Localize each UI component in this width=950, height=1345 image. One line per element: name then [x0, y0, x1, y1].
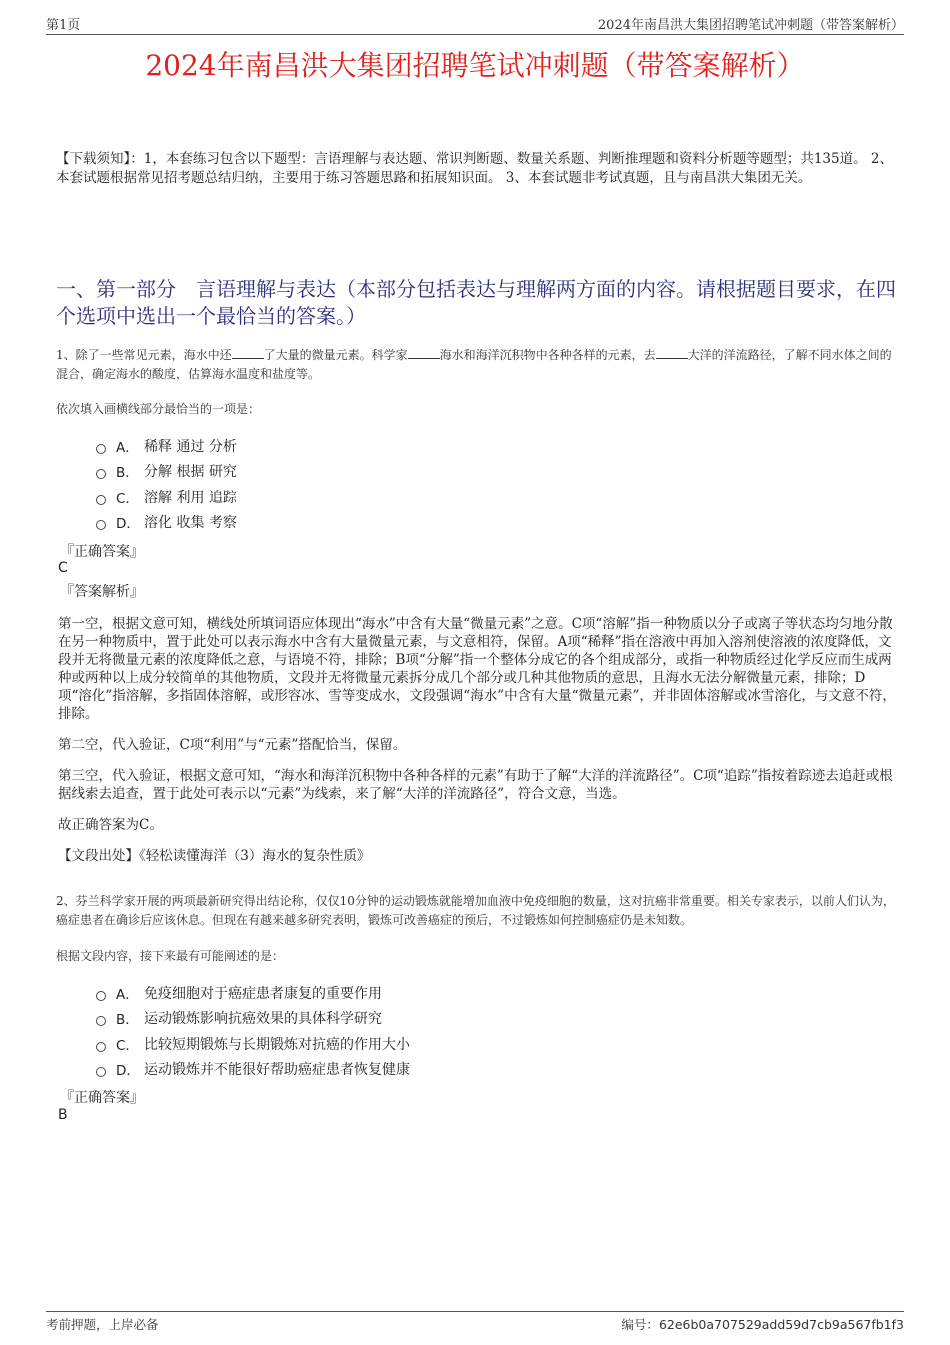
section-title: 一、第一部分 言语理解与表达（本部分包括表达与理解两方面的内容。请根据题目要求，在四个选项中选出一个最恰当的答案。） [56, 277, 896, 328]
radio-icon[interactable] [96, 520, 106, 530]
footer-code: 编号：62e6b0a707529add59d7cb9a567fb1f3 [621, 1317, 904, 1332]
blank-3 [656, 346, 688, 359]
question-2-prompt: 根据文段内容，接下来最有可能阐述的是： [56, 949, 285, 963]
option-text: 溶化 收集 考察 [144, 515, 237, 532]
question-1-options [96, 433, 237, 535]
answer-label: 『正确答案』 [60, 1090, 144, 1106]
option-text: 溶解 利用 追踪 [144, 489, 237, 506]
option-text: 免疫细胞对于癌症患者康复的重要作用 [144, 985, 382, 1002]
option-a[interactable]: A． 稀释 通过 分析 [96, 433, 237, 459]
source-citation: 【文段出处】《轻松读懂海洋（3）海水的复杂性质》 [58, 848, 371, 864]
radio-icon[interactable] [96, 1042, 106, 1052]
page-footer [46, 1311, 904, 1332]
question-1-stem: 1、除了一些常见元素，海水中还 了大量的微量元素。科学家 海水和海洋沉积物中各种各样的元素，去 大洋的洋流路径，了解不同水体之间的混合，确定海水的酸度，估算海水温度和盐度等。 [56, 348, 892, 381]
analysis-body [58, 615, 896, 878]
option-c[interactable]: C． 溶解 利用 追踪 [96, 484, 237, 510]
analysis-paragraph: 第二空，代入验证，C项“利用”与“元素”搭配恰当，保留。 [58, 737, 407, 753]
download-notice: 【下载须知】：1，本套练习包含以下题型：言语理解与表达题、常识判断题、数量关系题、判断推理题和资料分析题等题型；共135道。 2、本套试题根据常见招考题总结归纳，主要用于练习答题思路和拓展知识面。 3、本套试题非考试真题，且与南昌洪大集团无关。 [56, 151, 893, 186]
option-text: 运动锻炼影响抗癌效果的具体科学研究 [144, 1011, 382, 1028]
blank-2 [408, 346, 440, 359]
radio-icon[interactable] [96, 495, 106, 505]
document-title: 2024年南昌洪大集团招聘笔试冲刺题（带答案解析） [145, 49, 805, 82]
option-text: 比较短期锻炼与长期锻炼对抗癌的作用大小 [144, 1036, 410, 1053]
header-doc-name: 2024年南昌洪大集团招聘笔试冲刺题（带答案解析） [597, 18, 904, 33]
answer-value: C [58, 560, 68, 576]
analysis-paragraph: 第一空，根据文意可知，横线处所填词语应体现出“海水”中含有大量“微量元素”之意。C项“溶解”指一种物质以分子或离子等状态均匀地分散在另一种物质中，置于此处可以表示海水中含有大量微量元素，与文意相符，保留。A项“稀释”指在溶液中再加入溶剂使溶液的浓度降低，文段并无将微量元素的浓度降低之意，与语境不符，排除；B项“分解”指一个整体分成它的各个组成部分，或指一种物质经过化学反应而生成两种或两种以上成分较简单的其他物质，文段并无将微量元素拆分成几个部分或几种其他物质的意思，且海水无法分解微量元素，排除；D项“溶化”指溶解，多指固体溶解，或形容冰、雪等变成水，文段强调“海水”中含有大量“微量元素”，并非固体溶解或冰雪溶化，与文意不符，排除。 [58, 616, 896, 722]
radio-icon[interactable] [96, 1016, 106, 1026]
footer-slogan: 考前押题，上岸必备 [46, 1317, 159, 1332]
option-b[interactable]: B． 分解 根据 研究 [96, 459, 237, 485]
radio-icon[interactable] [96, 444, 106, 454]
option-a[interactable]: A． 免疫细胞对于癌症患者康复的重要作用 [96, 980, 410, 1006]
radio-icon[interactable] [96, 991, 106, 1001]
radio-icon[interactable] [96, 1067, 106, 1077]
option-c[interactable]: C． 比较短期锻炼与长期锻炼对抗癌的作用大小 [96, 1031, 410, 1057]
answer-label: 『正确答案』 [60, 544, 144, 560]
option-text: 稀释 通过 分析 [144, 438, 237, 455]
page-header [46, 12, 904, 35]
option-b[interactable]: B． 运动锻炼影响抗癌效果的具体科学研究 [96, 1006, 410, 1032]
option-text: 运动锻炼并不能很好帮助癌症患者恢复健康 [144, 1062, 410, 1079]
page-number: 第1页 [46, 18, 81, 33]
answer-value: B [58, 1107, 68, 1123]
analysis-paragraph: 第三空，代入验证，根据文意可知，“海水和海洋沉积物中各种各样的元素”有助于了解“大洋的洋流路径”。C项“追踪”指按着踪迹去追赶或根据线索去追查，置于此处可表示以“元素”为线索，来了解“大洋的洋流路径”，符合文意，当选。 [58, 768, 893, 802]
analysis-label: 『答案解析』 [60, 584, 144, 600]
question-2-options [96, 980, 410, 1082]
radio-icon[interactable] [96, 469, 106, 479]
option-text: 分解 根据 研究 [144, 464, 237, 481]
option-d[interactable]: D． 运动锻炼并不能很好帮助癌症患者恢复健康 [96, 1057, 410, 1083]
blank-1 [232, 346, 264, 359]
question-1-prompt: 依次填入画横线部分最恰当的一项是： [56, 402, 261, 416]
option-d[interactable]: D． 溶化 收集 考察 [96, 510, 237, 536]
question-2-stem: 2、芬兰科学家开展的两项最新研究得出结论称，仅仅10分钟的运动锻炼就能增加血液中免疫细胞的数量，这对抗癌非常重要。相关专家表示，以前人们认为，癌症患者在确诊后应该休息。但现在有越来越多研究表明，锻炼可改善癌症的预后，不过锻炼如何控制癌症仍是未知数。 [56, 894, 895, 927]
analysis-paragraph: 故正确答案为C。 [58, 817, 163, 833]
